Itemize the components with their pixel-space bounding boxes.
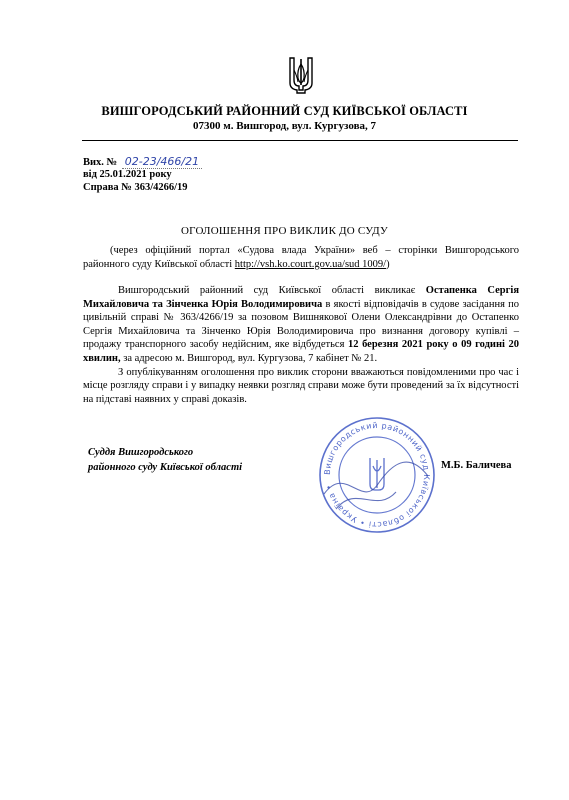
portal-note-text: (через офіційний портал «Судова влада України» веб – сторінки Вишгородського районного суду Київської області xyxy=(83,245,519,270)
trident-emblem-icon xyxy=(288,56,314,94)
header-divider xyxy=(82,140,518,141)
defendants-names: Остапенка Сергія Михайловича та Зінченка Юрія Володимировича xyxy=(83,285,519,310)
judge-name: М.Б. Баличева xyxy=(441,460,512,471)
court-address: 07300 м. Вишгород, вул. Кургузова, 7 xyxy=(192,120,377,132)
p1-text-e: за адресою м. Вишгород, вул. Кургузова, 7 кабінет № 21. xyxy=(120,352,378,364)
date-line: від 25.01.2021 року xyxy=(83,169,172,180)
outgoing-number-handwritten: 02-23/466/21 xyxy=(122,155,202,169)
portal-link[interactable]: http://vsh.ko.court.gov.ua/sud 1009/ xyxy=(234,258,387,270)
case-number-line: Справа № 363/4266/19 xyxy=(83,182,188,193)
document-title: ОГОЛОШЕННЯ ПРО ВИКЛИК ДО СУДУ xyxy=(181,225,388,237)
p1-text-c: в якості відповідачів в судове засідання по цивільній справі № 363/4266/19 за позовом Вишнякової Олени Олександрівни до Остапенко Сергія Михайловича та Зінченко Юрія Володимировича про визнання договору купівлі – продажу транспорного засобу недійсним, яке відбудеться xyxy=(83,298,519,351)
outgoing-label: Вих. № xyxy=(83,157,118,168)
judge-title-line-1: Суддя Вишгородського xyxy=(88,447,194,458)
judge-title-line-2: районного суду Київської області xyxy=(88,462,243,473)
hearing-datetime: 12 березня 2021 року о 09 годині 20 хвилин, xyxy=(83,339,519,364)
notice-body xyxy=(83,284,519,406)
portal-note xyxy=(83,244,519,271)
notice-paragraph-2: З опублікуванням оголошення про виклик сторони вважаються повідомленими про час і місце розгляду справи і у випадку неявки розгляд справи може бути проведений за їх відсутності на підставі наявних у справі доказів. xyxy=(83,366,519,405)
judge-title xyxy=(88,445,242,475)
court-name: ВИШГОРОДСЬКИЙ РАЙОННИЙ СУД КИЇВСЬКОЇ ОБЛАСТІ xyxy=(101,104,468,118)
portal-note-close: ) xyxy=(386,258,390,270)
outgoing-number-line xyxy=(83,155,202,169)
notice-paragraph-1 xyxy=(83,284,519,366)
seal-ring-text: Вишгородський районний суд Київської області • Україна • xyxy=(322,420,432,530)
p1-text-a: Вишгородський районний суд Київської області викликає xyxy=(118,285,426,296)
court-seal-stamp xyxy=(316,414,438,536)
